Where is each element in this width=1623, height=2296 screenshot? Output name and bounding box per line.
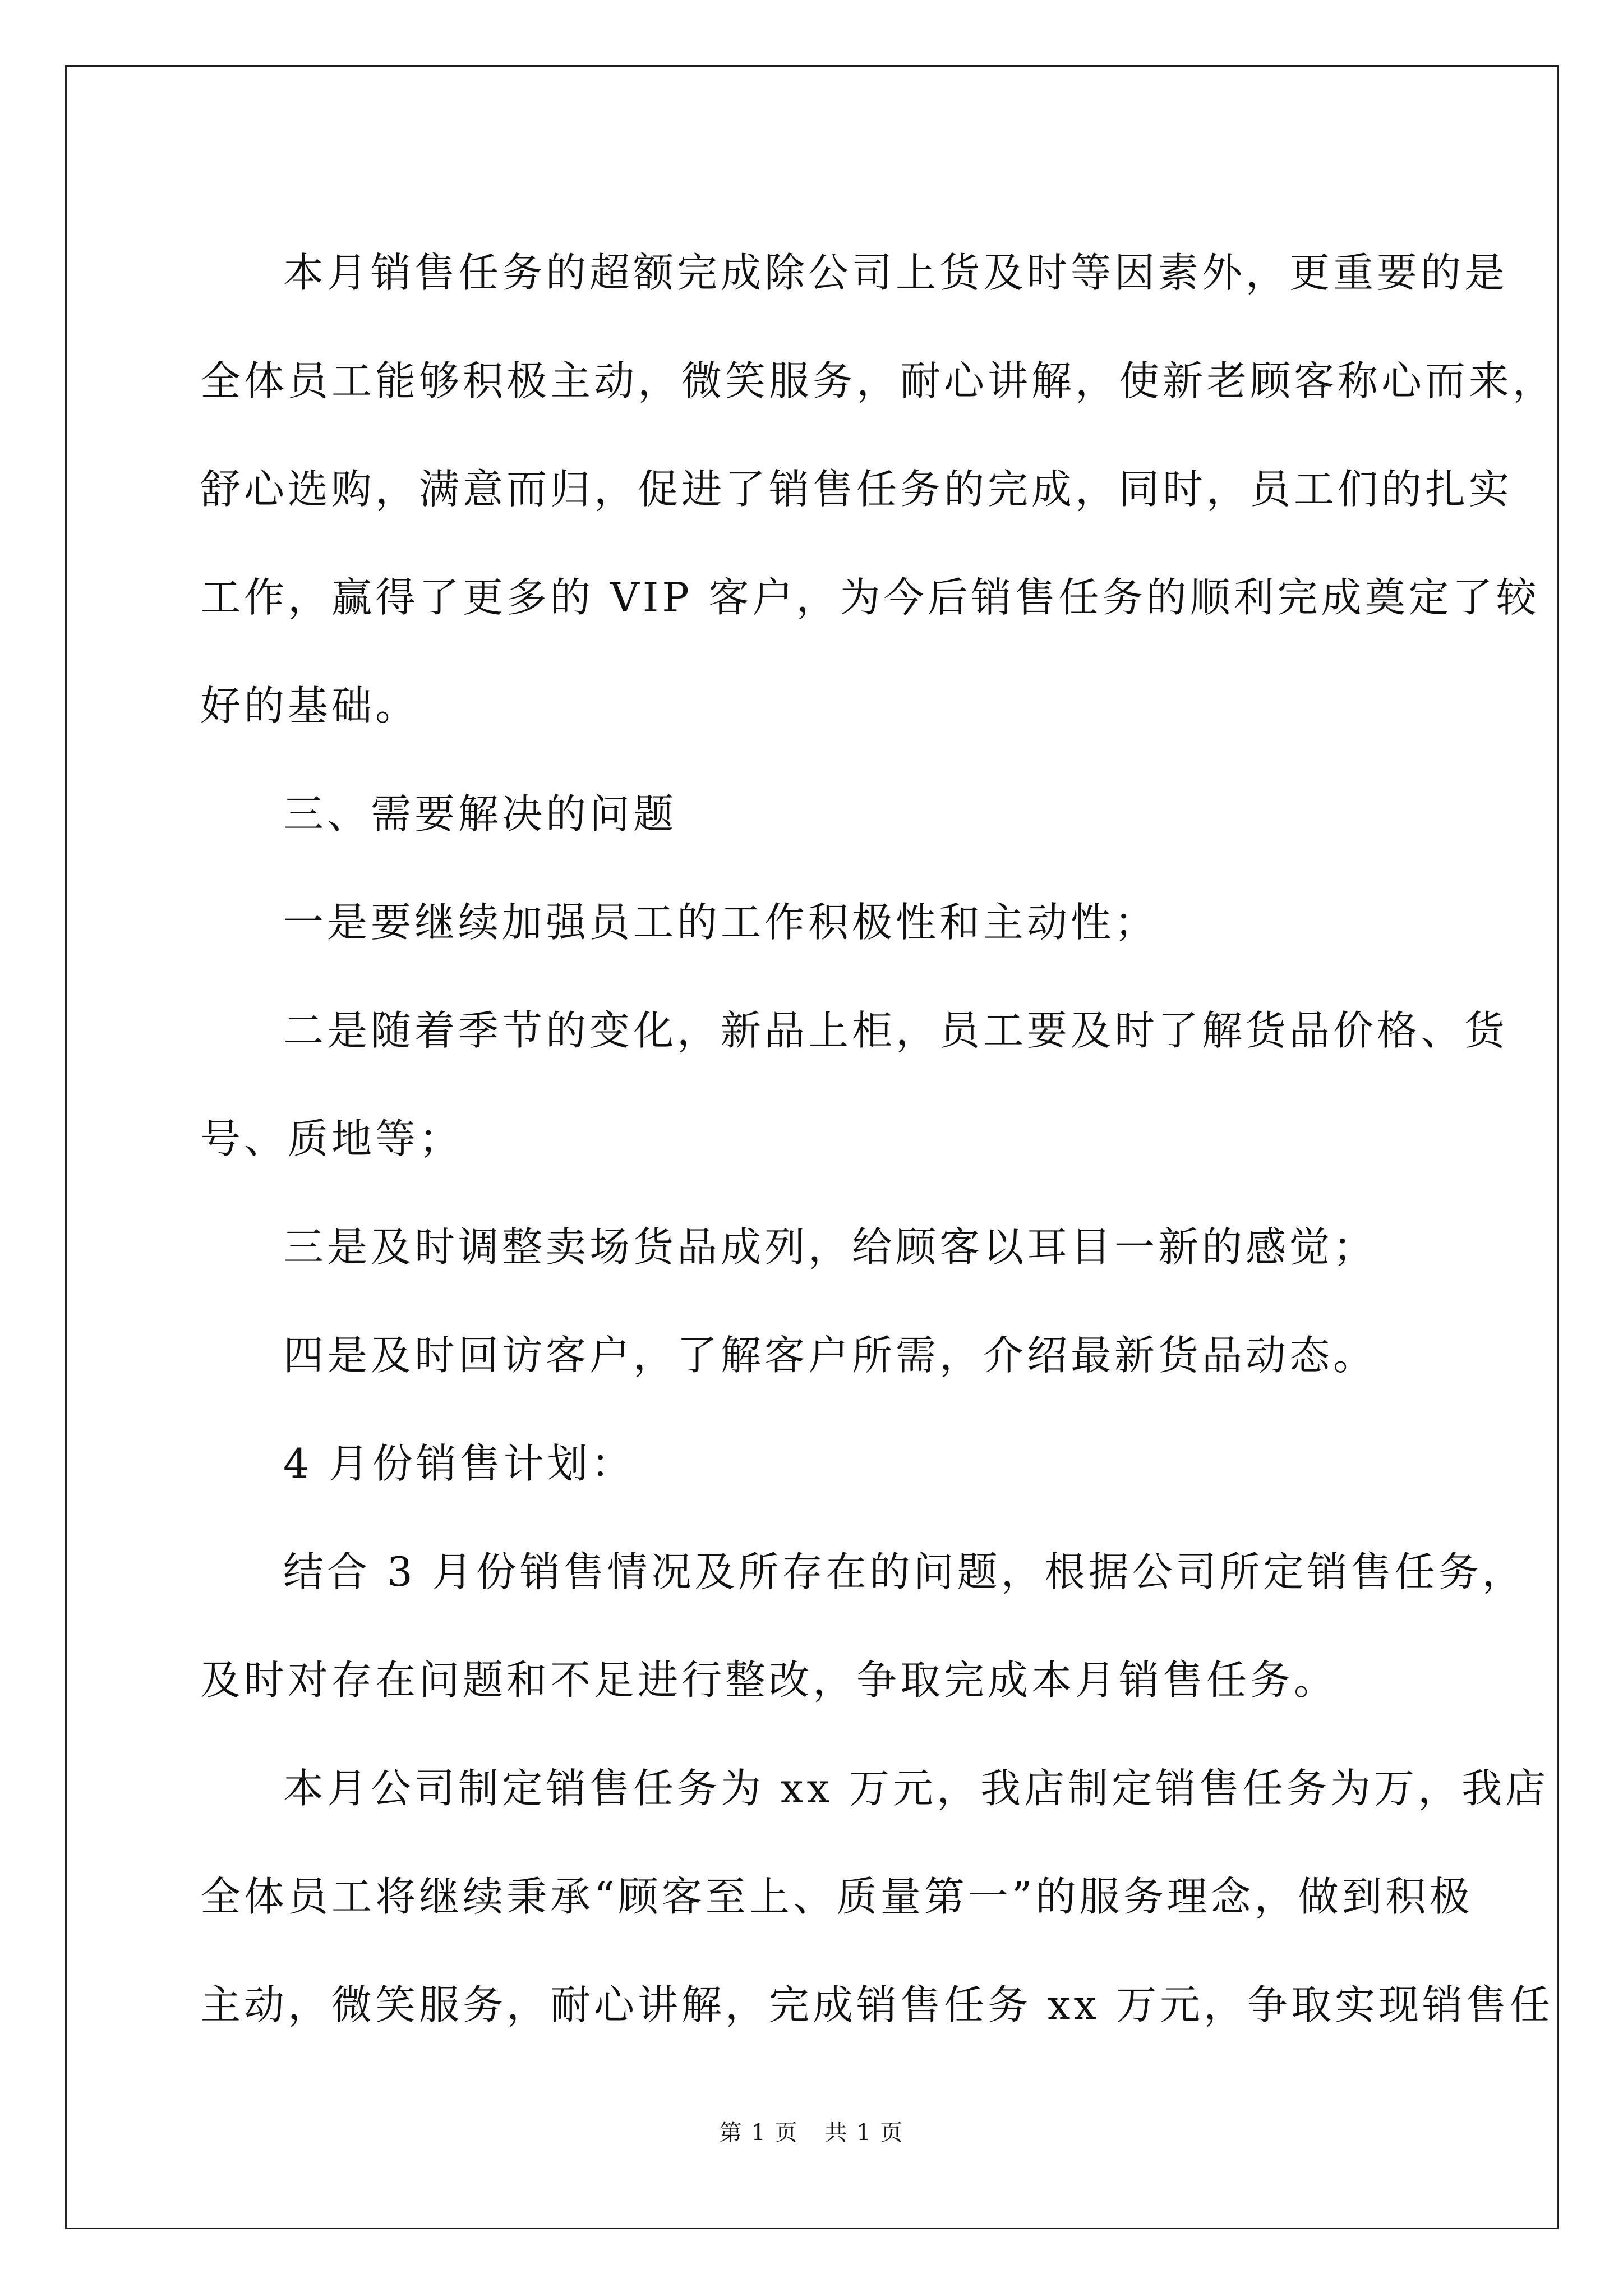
text-line: 一是要继续加强员工的工作积极性和主动性； bbox=[283, 899, 1159, 946]
text-line: 主动，微笑服务，耐心讲解，完成销售任务 xx 万元，争取实现销售任 bbox=[200, 1981, 1553, 2028]
section-heading bbox=[200, 760, 1434, 868]
text-line: 三是及时调整卖场货品成列，给顾客以耳目一新的感觉； bbox=[283, 1223, 1377, 1271]
text-line: 全体员工将继续秉承“顾客至上、质量第一”的服务理念，做到积极 bbox=[200, 1873, 1473, 1920]
heading-text: 三、需要解决的问题 bbox=[283, 790, 677, 838]
section-heading bbox=[200, 1410, 1434, 1518]
page-number: 第 1 页 bbox=[719, 2120, 799, 2146]
text-line: 全体员工能够积极主动，微笑服务，耐心讲解，使新老顾客称心而来， bbox=[200, 357, 1557, 404]
text-line: 好的基础。 bbox=[200, 682, 419, 729]
text-line: 舒心选购，满意而归，促进了销售任务的完成，同时，员工们的扎实 bbox=[200, 466, 1513, 513]
page-footer bbox=[0, 2115, 1623, 2147]
text-line: 及时对存在问题和不足进行整改，争取完成本月销售任务。 bbox=[200, 1657, 1338, 1704]
paragraph bbox=[200, 219, 1557, 760]
text-line: 号、质地等； bbox=[200, 1115, 463, 1162]
text-line: 本月公司制定销售任务为 xx 万元，我店制定销售任务为万，我店 bbox=[283, 1765, 1549, 1812]
paragraph bbox=[200, 1301, 1434, 1410]
document-body bbox=[200, 219, 1557, 2059]
paragraph bbox=[200, 1518, 1526, 1734]
paragraph bbox=[200, 977, 1509, 1193]
page-total: 共 1 页 bbox=[824, 2120, 904, 2146]
paragraph bbox=[200, 1734, 1553, 2059]
text-line: 四是及时回访客户，了解客户所需，介绍最新货品动态。 bbox=[283, 1332, 1377, 1379]
paragraph bbox=[200, 868, 1434, 977]
heading-text: 4 月份销售计划： bbox=[283, 1440, 635, 1487]
text-line: 结合 3 月份销售情况及所存在的问题，根据公司所定销售任务， bbox=[283, 1548, 1526, 1595]
text-line: 工作，赢得了更多的 VIP 客户，为今后销售任务的顺利完成奠定了较 bbox=[200, 574, 1540, 621]
text-line: 本月销售任务的超额完成除公司上货及时等因素外，更重要的是 bbox=[283, 249, 1509, 296]
paragraph bbox=[200, 1193, 1434, 1301]
text-line: 二是随着季节的变化，新品上柜，员工要及时了解货品价格、货 bbox=[283, 1007, 1509, 1054]
